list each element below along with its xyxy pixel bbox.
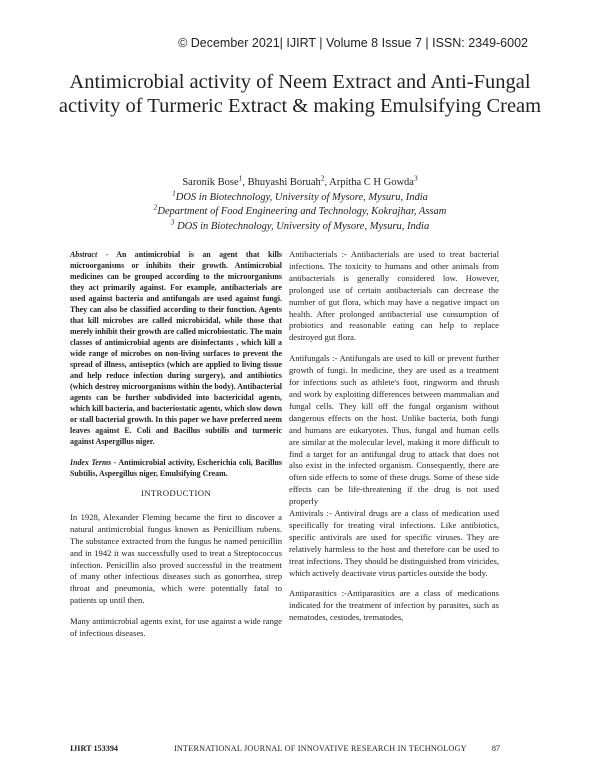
intro-paragraph-1: In 1928, Alexander Fleming became the first to discover a natural antimicrobial fungus known as Penicillium rubens. The substance extracted from the fungus he named penicillin and in 1942 it was successfully used to treat a Streptococcus infection. Penicillin also proved successful in the treatment of many other infectious diseases such as gonorrhea, strep throat and pneumonia, which were potentially fatal to patients up until then. xyxy=(70,511,282,606)
footer-journal-name: INTERNATIONAL JOURNAL OF INNOVATIVE RESEARCH IN TECHNOLOGY xyxy=(174,744,467,753)
antibacterials-paragraph: Antibacterials :- Antibacterials are used to treat bacterial infections. The toxicity to humans and other animals from antibacterials is generally considered low. However, prolonged use of certain antibacterials can decrease the number of gut flora, which may have a negative impact on health. After prolonged antibacterial use consumption of probiotics and reasonable eating can help to replace destroyed gut flora. xyxy=(289,249,499,343)
page-footer xyxy=(70,744,500,756)
author-3: Arpitha C H Gowda xyxy=(329,177,414,188)
introduction-heading: INTRODUCTION xyxy=(140,488,212,498)
author-block xyxy=(60,173,540,234)
abstract-label: Abstract - xyxy=(70,250,109,259)
page-number: 87 xyxy=(491,744,500,753)
index-terms-text: Antimicrobial activity, Escherichia coli, Bacillus Subtilis, Aspergillus niger, Emulsifying Cream. xyxy=(70,458,283,478)
affiliation-1: $^1$DOS in Biotechnology, University of Mysore, Mysuru, India xyxy=(172,188,428,203)
antifungals-paragraph: Antifungals :- Antifungals are used to kill or prevent further growth of fungi. In medicine, they are used as a treatment for infections such as athlete's foot, ringworm and thrush and work by exploiting differences between mammalian and fungal cells. They kill off the fungal organism without dangerous effects on the host. Unlike bacteria, both fungi and humans are eukaryotes. Thus, fungal and human cells are similar at the molecular level, making it more difficult to find a target for an antifungal drug to attack that does not also exist in the infected organism. Consequently, there are often side effects to some of these drugs. Some of these side effects can be life-threatening if the drug is not used properly xyxy=(289,353,499,507)
author-2-sup: 2 xyxy=(320,173,325,183)
abstract xyxy=(70,249,282,447)
index-terms-label: Index Terms - xyxy=(70,458,117,467)
author-3-sup: 3 xyxy=(413,173,418,183)
antiparasitics-paragraph: Antiparasitics :-Antiparasitics are a class of medications indicated for the treatment of infection by parasites, such as nematodes, cestodes, trematodes, xyxy=(289,588,499,623)
affiliation-3: $^3$ DOS in Biotechnology, University of Mysore, Mysuru, India xyxy=(170,217,430,232)
paper-title: Antimicrobial activity of Neem Extract and Anti-Fungal activity of Turmeric Extract & making Emulsifying Cream xyxy=(58,71,542,117)
antivirals-paragraph: Antivirals :- Antiviral drugs are a class of medication used specifically for treating viral infections. Like antibiotics, specific antivirals are used for specific viruses. They are relatively harmless to the host and therefore can be used to treat infections. They should be distinguished from viricides, which actively deactivate virus particles outside the body. xyxy=(289,508,499,578)
author-2: Bhuyashi Boruah xyxy=(247,177,321,188)
intro-paragraph-2: Many antimicrobial agents exist, for use against a wide range of infectious diseases. xyxy=(70,616,282,639)
left-column xyxy=(70,249,282,649)
journal-header: © December 2021| IJIRT | Volume 8 Issue 7 | ISSN: 2349-6002 xyxy=(178,36,528,50)
author-names: Saronik Bose$^1$, Bhuyashi Boruah$^2$, Arpitha C H Gowda$^3$ xyxy=(182,173,418,188)
affiliation-2: $^2$Department of Food Engineering and Technology, Kokrajhar, Assam xyxy=(153,202,447,217)
abstract-text: An antimicrobial is an agent that kills microorganisms or inhibits their growth. Antimicrobial medicines can be grouped according to the microorganisms they act primarily against. For example, antibacterials are used against bacteria and antifungals are used against fungi. They can also be classified according to their function. Agents that kill microbes are called microbicidal, while those that merely inhibit their growth are called microbiostatic. The main classes of antimicrobial agents are disinfectants , which kill a wide range of microbes on non-living surfaces to prevent the spread of illness, antiseptics (which are applied to living tissue and help reduce infection during surgery), and antibiotics (which destroy microorganisms within the body). Antibacterial agents can be further subdivided into bactericidal agents, which kill bacteria, and bacteriostatic agents, which slow down or stall bacterial growth. In this paper we have preferred neem leaves against E. Coli and Bacillus subtilis and turmeric against Aspergillus niger. xyxy=(70,250,282,446)
author-1-sup: 1 xyxy=(238,173,243,183)
footer-paper-id: IJIRT 153394 xyxy=(70,744,119,753)
index-terms xyxy=(70,457,282,479)
author-1: Saronik Bose xyxy=(182,177,239,188)
right-column xyxy=(289,249,499,633)
